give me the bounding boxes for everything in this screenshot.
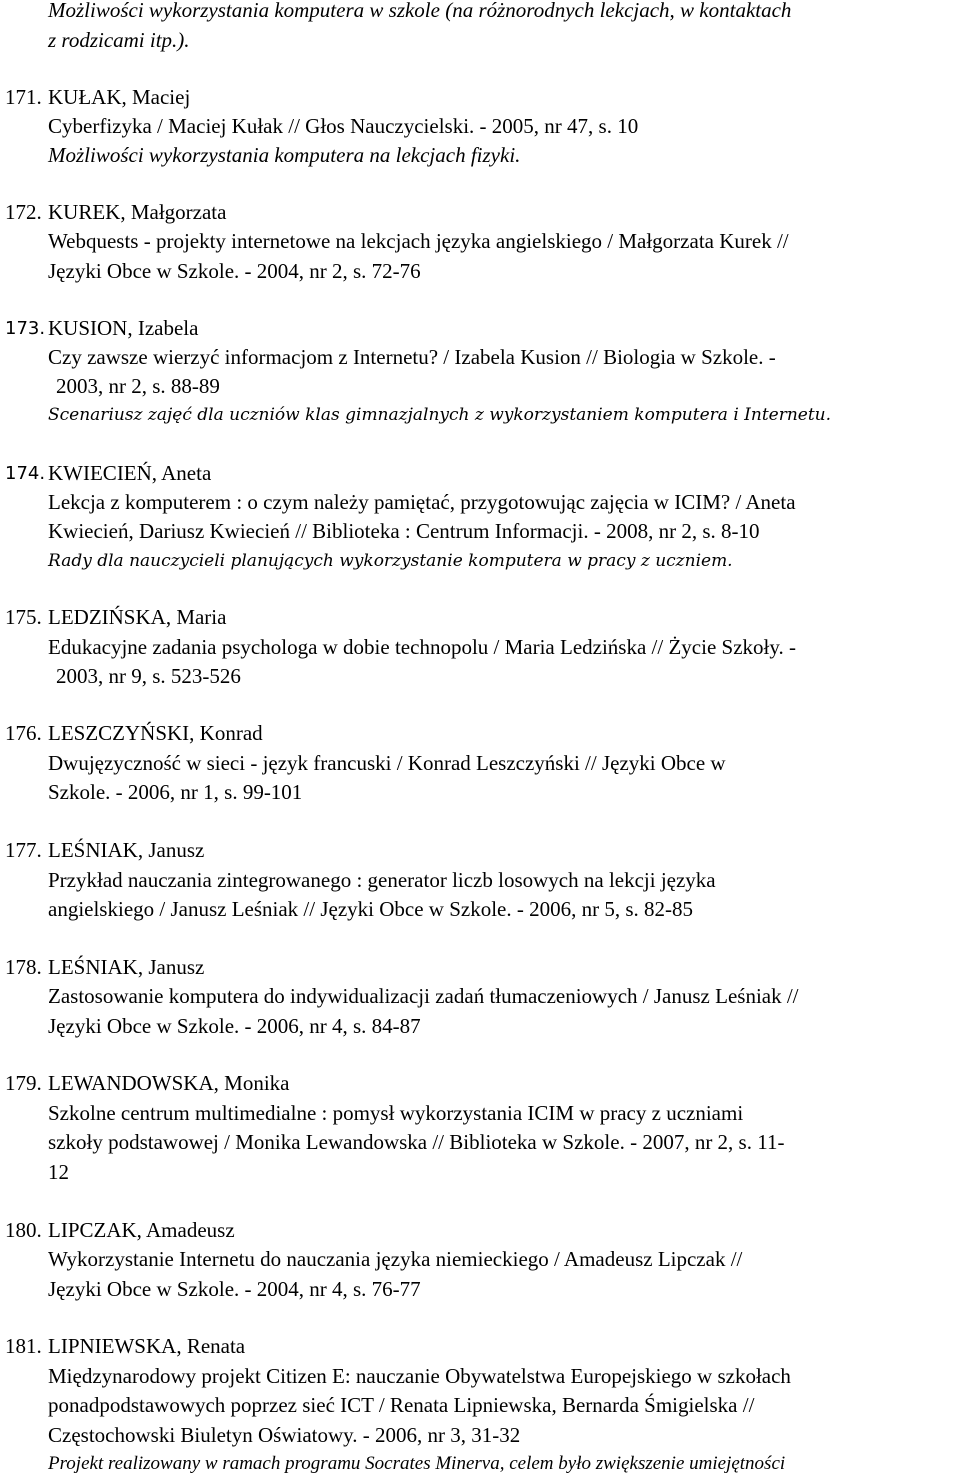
entry-author: KUSION, Izabela: [48, 316, 199, 340]
entry-citation-line: Zastosowanie komputera do indywidualizacji zadań tłumaczeniowych / Janusz Leśniak //: [48, 984, 799, 1008]
entry-number: 173.: [5, 318, 46, 339]
entry-author: LIPNIEWSKA, Renata: [48, 1334, 246, 1358]
entry-author: LEWANDOWSKA, Monika: [48, 1071, 290, 1095]
entry-citation-line: Języki Obce w Szkole. - 2004, nr 4, s. 76-77: [48, 1277, 421, 1301]
entry-number: 174.: [5, 463, 46, 484]
entry-note: Projekt realizowany w ramach programu Socrates Minerva, celem było zwiększenie umiejętności: [48, 1453, 786, 1474]
entry-author: LIPCZAK, Amadeusz: [48, 1218, 235, 1242]
intro-line-1: Możliwości wykorzystania komputera w szkole (na różnorodnych lekcjach, w kontaktach: [48, 0, 792, 22]
entry-author: KUREK, Małgorzata: [48, 200, 227, 224]
entry-citation-line: Języki Obce w Szkole. - 2006, nr 4, s. 84-87: [48, 1014, 421, 1038]
entry-number: 177.: [5, 838, 42, 862]
entry-citation-line: Webquests - projekty internetowe na lekcjach języka angielskiego / Małgorzata Kurek //: [48, 229, 789, 253]
entry-author: LEDZIŃSKA, Maria: [48, 605, 227, 629]
entry-number: 180.: [5, 1218, 42, 1242]
entry-citation-line: 12: [48, 1160, 69, 1184]
entry-citation-line: Lekcja z komputerem : o czym należy pamiętać, przygotowując zajęcia w ICIM? / Aneta: [48, 490, 796, 514]
entry-citation-line: Częstochowski Biuletyn Oświatowy. - 2006, nr 3, 31-32: [48, 1423, 521, 1447]
entry-number: 172.: [5, 200, 42, 224]
entry-note: Możliwości wykorzystania komputera na lekcjach fizyki.: [48, 143, 521, 167]
entry-author: KWIECIEŃ, Aneta: [48, 461, 212, 485]
entry-author: LEŚNIAK, Janusz: [48, 838, 205, 862]
entry-citation-line: Cyberfizyka / Maciej Kułak // Głos Nauczycielski. - 2005, nr 47, s. 10: [48, 114, 639, 138]
entry-citation-line: Dwujęzyczność w sieci - język francuski / Konrad Leszczyński // Języki Obce w: [48, 751, 726, 775]
entry-note: Rady dla nauczycieli planujących wykorzystanie komputera w pracy z uczniem.: [48, 551, 733, 571]
entry-citation-line: Kwiecień, Dariusz Kwiecień // Biblioteka : Centrum Informacji. - 2008, nr 2, s. 8-10: [48, 519, 760, 543]
entry-citation-line: Szkole. - 2006, nr 1, s. 99-101: [48, 780, 303, 804]
entry-author: KUŁAK, Maciej: [48, 85, 191, 109]
entry-number: 179.: [5, 1071, 42, 1095]
intro-line-2: z rodzicami itp.).: [48, 28, 190, 52]
entry-number: 181.: [5, 1334, 42, 1358]
entry-citation-line: szkoły podstawowej / Monika Lewandowska // Biblioteka w Szkole. - 2007, nr 2, s. 11-: [48, 1130, 785, 1154]
entry-citation-line: Międzynarodowy projekt Citizen E: nauczanie Obywatelstwa Europejskiego w szkołach: [48, 1364, 791, 1388]
entry-citation-line: Języki Obce w Szkole. - 2004, nr 2, s. 72-76: [48, 259, 421, 283]
entry-number: 171.: [5, 85, 42, 109]
entry-citation-line: 2003, nr 9, s. 523-526: [56, 664, 241, 688]
entry-author: LEŚNIAK, Janusz: [48, 955, 205, 979]
entry-citation-line: Szkolne centrum multimedialne : pomysł wykorzystania ICIM w pracy z uczniami: [48, 1101, 744, 1125]
entry-note: Scenariusz zajęć dla uczniów klas gimnazjalnych z wykorzystaniem komputera i Internetu.: [48, 405, 832, 425]
entry-citation-line: ponadpodstawowych poprzez sieć ICT / Renata Lipniewska, Bernarda Śmigielska //: [48, 1393, 755, 1417]
entry-citation-line: Czy zawsze wierzyć informacjom z Internetu? / Izabela Kusion // Biologia w Szkole. -: [48, 345, 776, 369]
entry-citation-line: angielskiego / Janusz Leśniak // Języki Obce w Szkole. - 2006, nr 5, s. 82-85: [48, 897, 694, 921]
entry-citation-line: 2003, nr 2, s. 88-89: [56, 374, 220, 398]
entry-author: LESZCZYŃSKI, Konrad: [48, 721, 263, 745]
entry-number: 176.: [5, 721, 42, 745]
entry-number: 175.: [5, 605, 42, 629]
entry-citation-line: Wykorzystanie Internetu do nauczania języka niemieckiego / Amadeusz Lipczak //: [48, 1247, 743, 1271]
entry-citation-line: Przykład nauczania zintegrowanego : generator liczb losowych na lekcji języka: [48, 868, 716, 892]
entry-citation-line: Edukacyjne zadania psychologa w dobie technopolu / Maria Ledzińska // Życie Szkoły. -: [48, 635, 796, 659]
entry-number: 178.: [5, 955, 42, 979]
